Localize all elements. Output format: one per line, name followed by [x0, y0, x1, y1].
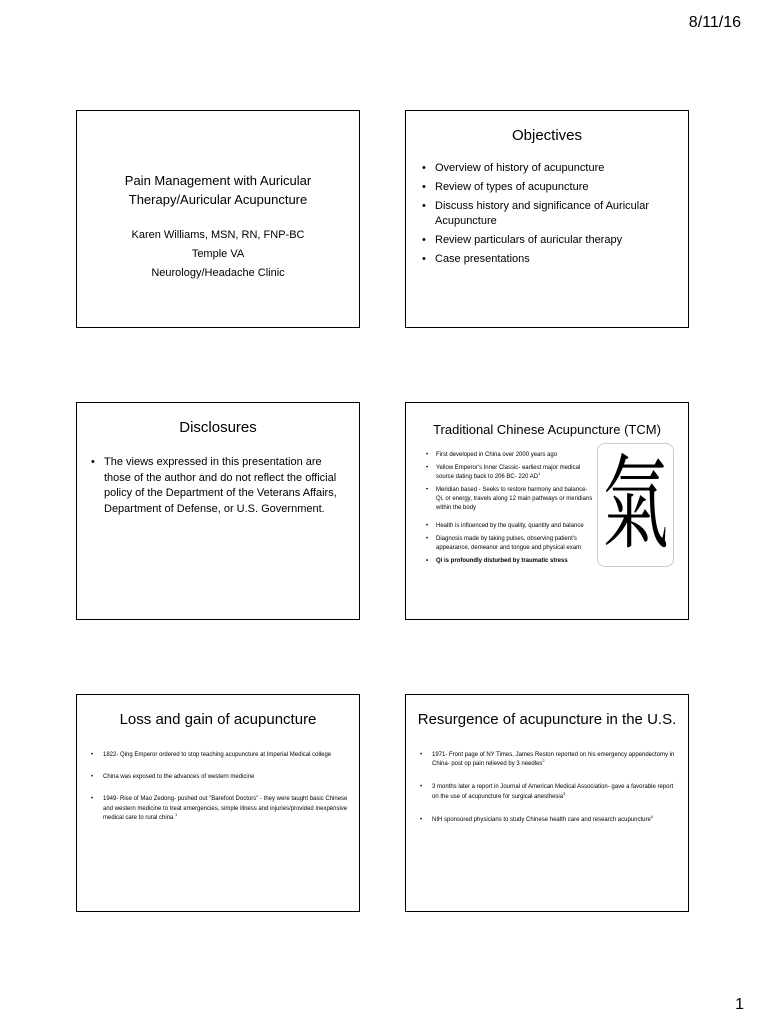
bullet-list: [91, 751, 349, 823]
qi-character: 氣: [602, 444, 669, 564]
list-item: • Case presentations: [422, 252, 676, 267]
presentation-title: [77, 171, 359, 209]
list-item: [426, 535, 594, 553]
item-text: Meridian based - Seeks to restore harmony and balance- Qi, or energy, travels along 12 main pathways or meridians within the body: [436, 487, 593, 511]
bullet-list: [420, 751, 678, 825]
ref-mark: 1: [538, 471, 541, 476]
list-item: [426, 464, 594, 482]
list-item: • Review particulars of auricular therapy: [422, 233, 676, 248]
item-text: 1971- Front page of NY Times, James Reston reported on his emergency appendectomy in China- post op pain relieved by 3 needles: [432, 752, 675, 768]
slide-tcm: [405, 402, 689, 620]
slide-objectives: [405, 110, 689, 328]
slide-heading: Loss and gain of acupuncture: [119, 711, 317, 728]
ref-mark: 2: [542, 758, 545, 764]
author-name: Karen Williams, MSN, RN, FNP-BC: [131, 229, 305, 241]
item-text: NIH sponsored physicians to study Chinese health care and research acupuncture: [432, 816, 651, 823]
title-line-1: Pain Management with Auricular: [124, 173, 312, 188]
item-text: Diagnosis made by taking pulses, observing patient's appearance, demeanor and tongue and physical exam: [436, 536, 582, 551]
bullet-list: [426, 451, 594, 566]
page-number: 1: [735, 996, 744, 1013]
list-item: [426, 557, 594, 566]
item-text: China was exposed to the advances of western medicine: [103, 774, 255, 781]
page-date: 8/11/16: [688, 14, 741, 31]
list-item: [91, 773, 349, 782]
slide-heading: Objectives: [511, 127, 583, 144]
author-block: [77, 226, 359, 283]
qi-character-image: [597, 443, 674, 567]
list-item: [426, 486, 594, 513]
ref-mark: 3: [563, 790, 566, 796]
slide-resurgence-us: [405, 694, 689, 912]
item-text: 3 months later a report in Journal of American Medical Association- gave a favorable report on the use of acupuncture for surgical anesthesia: [432, 784, 674, 800]
item-text: Yellow Emperor's Inner Classic- earliest major medical source dating back to 206 BC- 220 AD: [436, 465, 581, 480]
slide-title-page: [76, 110, 360, 328]
list-item: [91, 751, 349, 760]
slide-heading: Disclosures: [179, 419, 257, 436]
list-item: [426, 522, 594, 531]
item-text: First developed in China over 2000 years ago: [436, 452, 558, 458]
list-item: [426, 451, 594, 460]
item-text: Qi is profoundly disturbed by traumatic stress: [436, 558, 568, 564]
list-item: [420, 813, 678, 825]
list-item: • The views expressed in this presentation are those of the author and do not reflect the official policy of the Department of the Veterans Affairs, Department of Defense, or U.S. Government.: [91, 455, 345, 517]
ref-mark: 4: [650, 813, 654, 819]
slide-heading: Resurgence of acupuncture in the U.S.: [417, 711, 677, 728]
slide-loss-and-gain: [76, 694, 360, 912]
item-text: Health is influenced by the quality, quantity and balance: [436, 523, 584, 529]
list-item: • Discuss history and significance of Auricular Acupuncture: [422, 199, 676, 229]
author-location: Temple VA: [191, 248, 245, 260]
list-item: • Overview of history of acupuncture: [422, 161, 676, 176]
slide-heading: Traditional Chinese Acupuncture (TCM): [433, 422, 661, 437]
bullet-list: [422, 161, 676, 267]
author-clinic: Neurology/Headache Clinic: [151, 267, 285, 279]
list-item: [420, 751, 678, 769]
item-text: 1949- Rise of Mao Zedong- pushed out "Barefoot Doctors" - they were taught basic Chinese and western medicine to treat emergencies, simple illness and injuries/provided inexpensive medical care to rural china: [103, 796, 348, 821]
bullet-list: [91, 455, 345, 517]
list-item: [91, 795, 349, 823]
item-text: 1822- Qing Emperor ordered to stop teaching acupuncture at Imperial Medical college: [103, 752, 332, 758]
slide-disclosures: [76, 402, 360, 620]
ref-mark: 1: [175, 811, 178, 817]
list-item: • Review of types of acupuncture: [422, 180, 676, 195]
title-line-2: Therapy/Auricular Acupuncture: [128, 192, 308, 207]
list-item: [420, 783, 678, 801]
